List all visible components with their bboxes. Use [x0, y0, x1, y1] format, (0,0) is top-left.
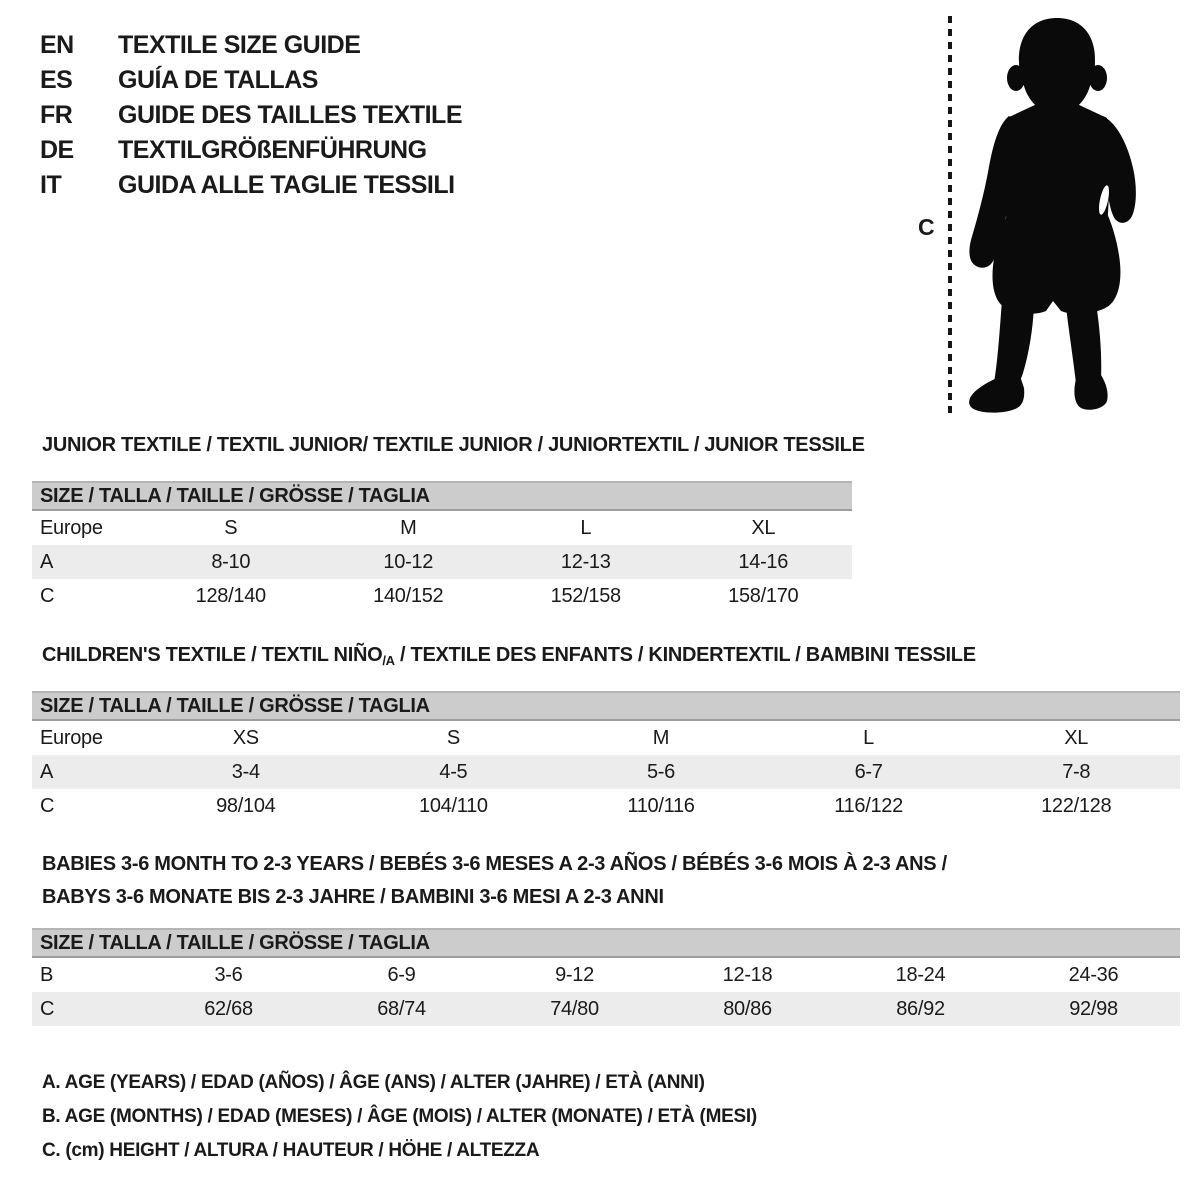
age-cell: 24-36: [1068, 963, 1119, 986]
row-label: Europe: [40, 516, 103, 539]
table-row: [32, 721, 1180, 755]
age-cell: 3-6: [214, 963, 243, 986]
babies-table-size-header: SIZE / TALLA / TAILLE / GRÖSSE / TAGLIA: [32, 928, 1180, 958]
row-label: A: [40, 550, 54, 573]
language-header: [40, 28, 462, 203]
age-cell: 9-12: [555, 963, 594, 986]
height-measure-label: C: [918, 214, 935, 240]
table-row: [32, 511, 852, 545]
babies-title-line1: BABIES 3-6 MONTH TO 2-3 YEARS / BEBÉS 3-6 MESES A 2-3 AÑOS / BÉBÉS 3-6 MOIS À 2-3 ANS /: [42, 853, 947, 875]
age-cell: 18-24: [895, 963, 946, 986]
height-cell: 122/128: [1041, 794, 1112, 817]
height-cell: 140/152: [373, 584, 444, 607]
age-cell: 14-16: [738, 550, 789, 573]
lang-row-de: [40, 133, 462, 168]
size-cell: M: [652, 726, 670, 749]
age-cell: 12-18: [722, 963, 773, 986]
lang-row-it: [40, 168, 462, 203]
size-cell: L: [580, 516, 592, 539]
size-cell: L: [863, 726, 874, 749]
junior-table-size-header: SIZE / TALLA / TAILLE / GRÖSSE / TAGLIA: [32, 481, 852, 511]
age-cell: 5-6: [646, 760, 675, 783]
age-cell: 4-5: [439, 760, 468, 783]
height-cell: 110/116: [627, 794, 695, 817]
size-cell: XS: [232, 726, 259, 749]
lang-label: GUÍA DE TALLAS: [118, 66, 318, 94]
babies-size-table: [32, 928, 1180, 1026]
table-row: [32, 789, 1180, 823]
babies-title-line2: BABYS 3-6 MONATE BIS 2-3 JAHRE / BAMBINI 3-6 MESI A 2-3 ANNI: [42, 886, 664, 908]
height-measure-dashed-line: [948, 16, 952, 414]
babies-section-title: [42, 848, 947, 914]
children-title-post: / TEXTILE DES ENFANTS / KINDERTEXTIL / BAMBINI TESSILE: [394, 644, 976, 666]
size-cell: XL: [751, 516, 776, 539]
age-cell: 6-9: [387, 963, 416, 986]
age-cell: 6-7: [854, 760, 883, 783]
size-cell: M: [400, 516, 417, 539]
size-cell: XL: [1064, 726, 1089, 749]
lang-code: EN: [40, 31, 74, 59]
table-row: [32, 958, 1180, 992]
height-cell: 92/98: [1069, 997, 1118, 1020]
lang-row-es: [40, 63, 462, 98]
height-cell: 68/74: [377, 997, 426, 1020]
row-label: Europe: [40, 726, 103, 749]
lang-label: GUIDE DES TAILLES TEXTILE: [118, 101, 463, 129]
age-cell: 10-12: [383, 550, 434, 573]
height-cell: 158/170: [728, 584, 799, 607]
lang-row-en: [40, 28, 462, 63]
age-cell: 7-8: [1062, 760, 1091, 783]
children-size-table: [32, 691, 1180, 823]
toddler-silhouette-image: [955, 12, 1145, 417]
table-row: [32, 579, 852, 613]
lang-label: TEXTILGRÖßENFÜHRUNG: [118, 136, 427, 164]
legend-line-c: C. (cm) HEIGHT / ALTURA / HAUTEUR / HÖHE / ALTEZZA: [42, 1140, 540, 1161]
lang-code: IT: [40, 171, 62, 199]
age-cell: 3-4: [231, 760, 260, 783]
measurement-legend: [42, 1066, 757, 1168]
legend-line-a: A. AGE (YEARS) / EDAD (AÑOS) / ÂGE (ANS) / ALTER (JAHRE) / ETÀ (ANNI): [42, 1072, 705, 1093]
children-section-title: [42, 642, 976, 674]
lang-code: FR: [40, 101, 73, 129]
table-row: [32, 755, 1180, 789]
row-label: A: [40, 760, 54, 783]
row-label: C: [40, 997, 55, 1020]
height-cell: 98/104: [216, 794, 276, 817]
table-row: [32, 545, 852, 579]
lang-label: TEXTILE SIZE GUIDE: [118, 31, 361, 59]
children-title-pre: CHILDREN'S TEXTILE / TEXTIL NIÑO: [42, 644, 383, 666]
height-cell: 152/158: [550, 584, 621, 607]
height-cell: 80/86: [723, 997, 772, 1020]
children-title-subscript: /A: [382, 653, 395, 668]
lang-code: ES: [40, 66, 73, 94]
lang-row-fr: [40, 98, 462, 133]
junior-section-title: JUNIOR TEXTILE / TEXTIL JUNIOR/ TEXTILE JUNIOR / JUNIORTEXTIL / JUNIOR TESSILE: [42, 434, 865, 456]
age-cell: 12-13: [560, 550, 611, 573]
age-cell: 8-10: [211, 550, 251, 573]
children-table-size-header: SIZE / TALLA / TAILLE / GRÖSSE / TAGLIA: [32, 691, 1180, 721]
lang-code: DE: [40, 136, 74, 164]
row-label: C: [40, 794, 55, 817]
height-cell: 104/110: [419, 794, 488, 817]
size-cell: S: [224, 516, 238, 539]
lang-label: GUIDA ALLE TAGLIE TESSILI: [118, 171, 455, 199]
row-label: C: [40, 584, 55, 607]
table-row: [32, 992, 1180, 1026]
height-cell: 116/122: [834, 794, 903, 817]
junior-size-table: [32, 481, 852, 613]
height-cell: 86/92: [896, 997, 945, 1020]
height-cell: 128/140: [195, 584, 266, 607]
height-cell: 74/80: [550, 997, 599, 1020]
size-cell: S: [446, 726, 460, 749]
height-cell: 62/68: [204, 997, 253, 1020]
row-label: B: [40, 963, 54, 986]
legend-line-b: B. AGE (MONTHS) / EDAD (MESES) / ÂGE (MOIS) / ALTER (MONATE) / ETÀ (MESI): [42, 1106, 757, 1127]
